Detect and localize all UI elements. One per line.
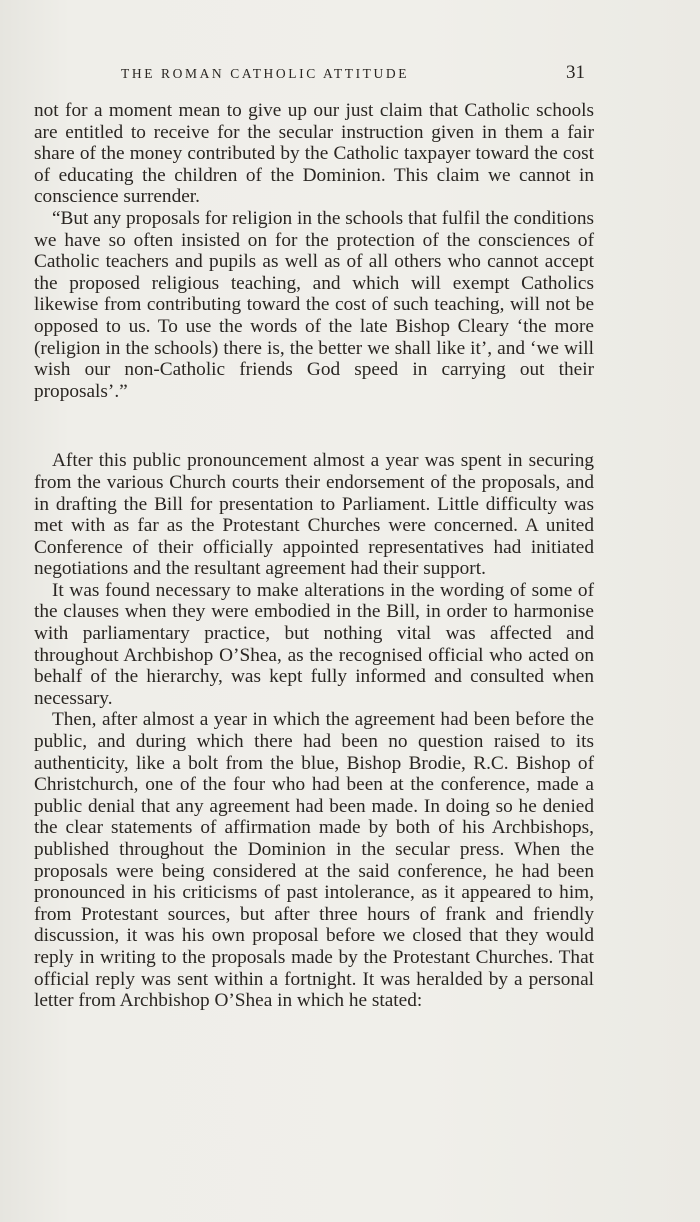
running-head: THE ROMAN CATHOLIC ATTITUDE: [121, 66, 410, 81]
page-header: [121, 62, 591, 86]
body-text: [34, 100, 594, 1012]
quote-paragraph-1: not for a moment mean to give up our just claim that Catholic schools are entitled to receive for the secular instruction given in them a fair share of the money contributed by the Catholic taxpayer toward the cost of educating the children of the Dominion. This claim we cannot in conscience surrender.: [34, 100, 594, 208]
section-break: [34, 402, 594, 450]
quote-paragraph-2: “But any proposals for religion in the schools that fulfil the conditions we have so often insisted on for the protection of the consciences of Catholic teachers and pupils as well as of all others who cannot accept the proposed religious teaching, and which will exempt Catholics likewise from contributing toward the cost of such teaching, will not be opposed to us. To use the words of the late Bishop Cleary ‘the more (religion in the schools) there is, the better we shall like it’, and ‘we will wish our non-Catholic friends God speed in carrying out their proposals’.”: [34, 207, 594, 402]
paragraph-3: Then, after almost a year in which the agreement had been before the public, and during which there had been no question raised to its authenticity, like a bolt from the blue, Bishop Brodie, R.C. Bishop of Christchurch, one of the four who had been at the conference, made a public denial that any agreement had been made. In doing so he denied the clear statements of affirmation made by both of his Archbishops, published throughout the Dominion in the secular press. When the proposals were being considered at the said conference, he had been pronounced in his criticisms of past intolerance, as it appeared to him, from Protestant sources, but after three hours of frank and friendly discussion, it was his own proposal before we closed that they would reply in writing to the proposals made by the Protestant Churches. That official reply was sent within a fortnight. It was heralded by a personal letter from Archbishop O’Shea in which he stated:: [34, 709, 594, 1012]
paragraph-2: It was found necessary to make alterations in the wording of some of the clauses when they were embodied in the Bill, in order to harmonise with parliamentary practice, but nothing vital was affected and throughout Archbishop O’Shea, as the recognised official who acted on behalf of the hierarchy, was kept fully informed and consulted when necessary.: [34, 579, 594, 709]
paragraph-1: After this public pronouncement almost a year was spent in securing from the various Church courts their endorsement of the proposals, and in drafting the Bill for presentation to Parliament. Little difficulty was met with as far as the Protestant Churches were concerned. A united Conference of their officially appointed representatives had initiated negotiations and the resultant agreement had their support.: [34, 450, 594, 580]
page-number: 31: [566, 62, 585, 83]
